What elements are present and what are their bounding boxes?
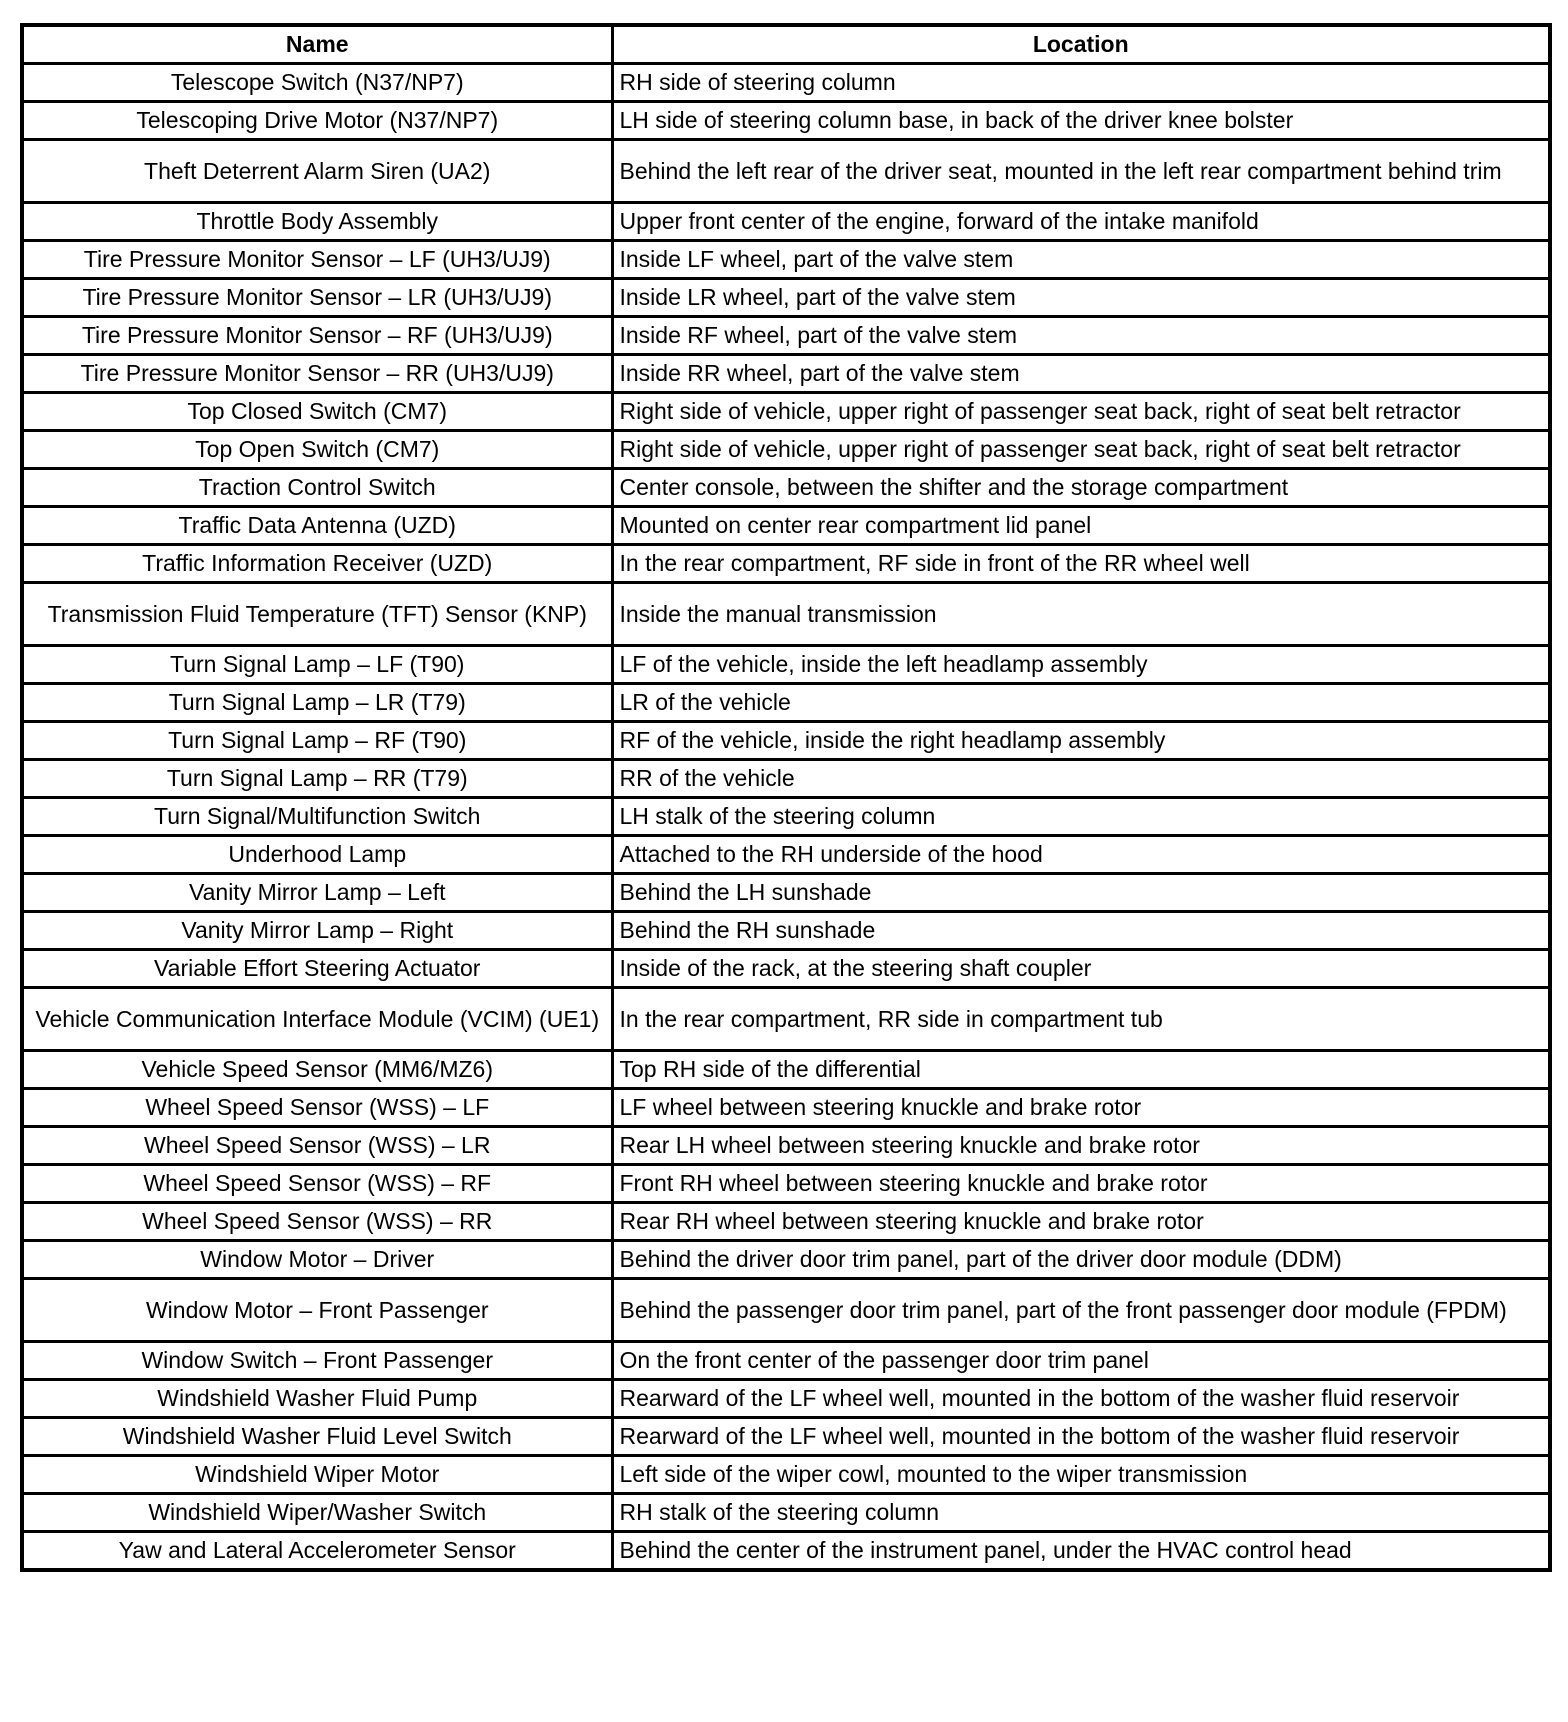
- cell-component-name: Vehicle Communication Interface Module (VCIM) (UE1): [22, 988, 612, 1051]
- cell-component-name: Window Motor – Driver: [22, 1241, 612, 1279]
- table-header-row: [22, 25, 1550, 64]
- cell-component-location: Attached to the RH underside of the hood: [612, 836, 1550, 874]
- cell-component-location: On the front center of the passenger door trim panel: [612, 1342, 1550, 1380]
- cell-component-name: Turn Signal Lamp – LF (T90): [22, 646, 612, 684]
- table-row: [22, 241, 1550, 279]
- table-row: [22, 684, 1550, 722]
- cell-component-location: Inside LF wheel, part of the valve stem: [612, 241, 1550, 279]
- cell-component-location: Rear LH wheel between steering knuckle and brake rotor: [612, 1127, 1550, 1165]
- cell-component-name: Yaw and Lateral Accelerometer Sensor: [22, 1532, 612, 1571]
- table-row: [22, 583, 1550, 646]
- cell-component-location: LF wheel between steering knuckle and brake rotor: [612, 1089, 1550, 1127]
- cell-component-name: Telescoping Drive Motor (N37/NP7): [22, 102, 612, 140]
- table-row: [22, 1494, 1550, 1532]
- table-row: [22, 988, 1550, 1051]
- header-name: Name: [22, 25, 612, 64]
- table-row: [22, 1418, 1550, 1456]
- cell-component-name: Wheel Speed Sensor (WSS) – LR: [22, 1127, 612, 1165]
- cell-component-location: Inside of the rack, at the steering shaft coupler: [612, 950, 1550, 988]
- table-row: [22, 1089, 1550, 1127]
- cell-component-location: Inside RR wheel, part of the valve stem: [612, 355, 1550, 393]
- cell-component-name: Variable Effort Steering Actuator: [22, 950, 612, 988]
- table-row: [22, 355, 1550, 393]
- cell-component-location: Left side of the wiper cowl, mounted to the wiper transmission: [612, 1456, 1550, 1494]
- cell-component-location: LR of the vehicle: [612, 684, 1550, 722]
- table-row: [22, 507, 1550, 545]
- cell-component-name: Windshield Washer Fluid Pump: [22, 1380, 612, 1418]
- cell-component-location: LH side of steering column base, in back of the driver knee bolster: [612, 102, 1550, 140]
- cell-component-name: Turn Signal Lamp – RF (T90): [22, 722, 612, 760]
- cell-component-location: Right side of vehicle, upper right of passenger seat back, right of seat belt retractor: [612, 393, 1550, 431]
- cell-component-location: Behind the LH sunshade: [612, 874, 1550, 912]
- cell-component-location: In the rear compartment, RR side in compartment tub: [612, 988, 1550, 1051]
- table-row: [22, 1279, 1550, 1342]
- cell-component-name: Vehicle Speed Sensor (MM6/MZ6): [22, 1051, 612, 1089]
- cell-component-location: Rearward of the LF wheel well, mounted in the bottom of the washer fluid reservoir: [612, 1380, 1550, 1418]
- cell-component-location: Behind the left rear of the driver seat, mounted in the left rear compartment behind trim: [612, 140, 1550, 203]
- header-location: Location: [612, 25, 1550, 64]
- cell-component-name: Telescope Switch (N37/NP7): [22, 64, 612, 102]
- cell-component-location: RF of the vehicle, inside the right headlamp assembly: [612, 722, 1550, 760]
- cell-component-name: Windshield Washer Fluid Level Switch: [22, 1418, 612, 1456]
- cell-component-location: RH side of steering column: [612, 64, 1550, 102]
- cell-component-name: Tire Pressure Monitor Sensor – RF (UH3/UJ9): [22, 317, 612, 355]
- cell-component-name: Underhood Lamp: [22, 836, 612, 874]
- table-row: [22, 646, 1550, 684]
- cell-component-name: Vanity Mirror Lamp – Left: [22, 874, 612, 912]
- cell-component-location: LH stalk of the steering column: [612, 798, 1550, 836]
- cell-component-location: Behind the center of the instrument panel, under the HVAC control head: [612, 1532, 1550, 1571]
- cell-component-location: Behind the driver door trim panel, part of the driver door module (DDM): [612, 1241, 1550, 1279]
- table-row: [22, 1203, 1550, 1241]
- cell-component-name: Top Open Switch (CM7): [22, 431, 612, 469]
- component-locator-table-container: [20, 23, 1552, 1572]
- cell-component-location: Inside RF wheel, part of the valve stem: [612, 317, 1550, 355]
- cell-component-name: Turn Signal Lamp – RR (T79): [22, 760, 612, 798]
- cell-component-name: Throttle Body Assembly: [22, 203, 612, 241]
- cell-component-location: RH stalk of the steering column: [612, 1494, 1550, 1532]
- table-row: [22, 760, 1550, 798]
- table-row: [22, 102, 1550, 140]
- table-row: [22, 545, 1550, 583]
- cell-component-name: Tire Pressure Monitor Sensor – LR (UH3/UJ9): [22, 279, 612, 317]
- cell-component-name: Transmission Fluid Temperature (TFT) Sensor (KNP): [22, 583, 612, 646]
- cell-component-name: Traffic Data Antenna (UZD): [22, 507, 612, 545]
- cell-component-name: Tire Pressure Monitor Sensor – LF (UH3/UJ9): [22, 241, 612, 279]
- component-locator-table: [20, 23, 1552, 1572]
- table-row: [22, 1532, 1550, 1571]
- table-row: [22, 279, 1550, 317]
- table-row: [22, 469, 1550, 507]
- table-row: [22, 950, 1550, 988]
- cell-component-location: Behind the RH sunshade: [612, 912, 1550, 950]
- table-row: [22, 1127, 1550, 1165]
- cell-component-name: Wheel Speed Sensor (WSS) – LF: [22, 1089, 612, 1127]
- table-row: [22, 1165, 1550, 1203]
- table-row: [22, 317, 1550, 355]
- table-row: [22, 912, 1550, 950]
- table-row: [22, 393, 1550, 431]
- table-body: [22, 64, 1550, 1571]
- table-row: [22, 1456, 1550, 1494]
- cell-component-location: RR of the vehicle: [612, 760, 1550, 798]
- cell-component-name: Top Closed Switch (CM7): [22, 393, 612, 431]
- cell-component-name: Traffic Information Receiver (UZD): [22, 545, 612, 583]
- cell-component-location: Upper front center of the engine, forward of the intake manifold: [612, 203, 1550, 241]
- table-row: [22, 1380, 1550, 1418]
- cell-component-location: Inside LR wheel, part of the valve stem: [612, 279, 1550, 317]
- table-row: [22, 1342, 1550, 1380]
- cell-component-location: LF of the vehicle, inside the left headlamp assembly: [612, 646, 1550, 684]
- cell-component-name: Tire Pressure Monitor Sensor – RR (UH3/UJ9): [22, 355, 612, 393]
- cell-component-location: In the rear compartment, RF side in front of the RR wheel well: [612, 545, 1550, 583]
- cell-component-name: Vanity Mirror Lamp – Right: [22, 912, 612, 950]
- table-row: [22, 722, 1550, 760]
- cell-component-name: Wheel Speed Sensor (WSS) – RR: [22, 1203, 612, 1241]
- cell-component-name: Window Switch – Front Passenger: [22, 1342, 612, 1380]
- cell-component-location: Inside the manual transmission: [612, 583, 1550, 646]
- table-row: [22, 140, 1550, 203]
- cell-component-location: Right side of vehicle, upper right of passenger seat back, right of seat belt retractor: [612, 431, 1550, 469]
- cell-component-name: Windshield Wiper Motor: [22, 1456, 612, 1494]
- table-row: [22, 203, 1550, 241]
- cell-component-name: Traction Control Switch: [22, 469, 612, 507]
- cell-component-location: Rear RH wheel between steering knuckle and brake rotor: [612, 1203, 1550, 1241]
- table-row: [22, 1241, 1550, 1279]
- cell-component-location: Center console, between the shifter and the storage compartment: [612, 469, 1550, 507]
- table-row: [22, 836, 1550, 874]
- cell-component-name: Window Motor – Front Passenger: [22, 1279, 612, 1342]
- cell-component-name: Turn Signal/Multifunction Switch: [22, 798, 612, 836]
- cell-component-location: Rearward of the LF wheel well, mounted in the bottom of the washer fluid reservoir: [612, 1418, 1550, 1456]
- cell-component-location: Behind the passenger door trim panel, part of the front passenger door module (FPDM): [612, 1279, 1550, 1342]
- cell-component-location: Top RH side of the differential: [612, 1051, 1550, 1089]
- cell-component-name: Turn Signal Lamp – LR (T79): [22, 684, 612, 722]
- cell-component-name: Windshield Wiper/Washer Switch: [22, 1494, 612, 1532]
- table-row: [22, 431, 1550, 469]
- cell-component-location: Mounted on center rear compartment lid panel: [612, 507, 1550, 545]
- table-row: [22, 798, 1550, 836]
- cell-component-location: Front RH wheel between steering knuckle and brake rotor: [612, 1165, 1550, 1203]
- cell-component-name: Wheel Speed Sensor (WSS) – RF: [22, 1165, 612, 1203]
- table-row: [22, 64, 1550, 102]
- table-row: [22, 1051, 1550, 1089]
- table-row: [22, 874, 1550, 912]
- cell-component-name: Theft Deterrent Alarm Siren (UA2): [22, 140, 612, 203]
